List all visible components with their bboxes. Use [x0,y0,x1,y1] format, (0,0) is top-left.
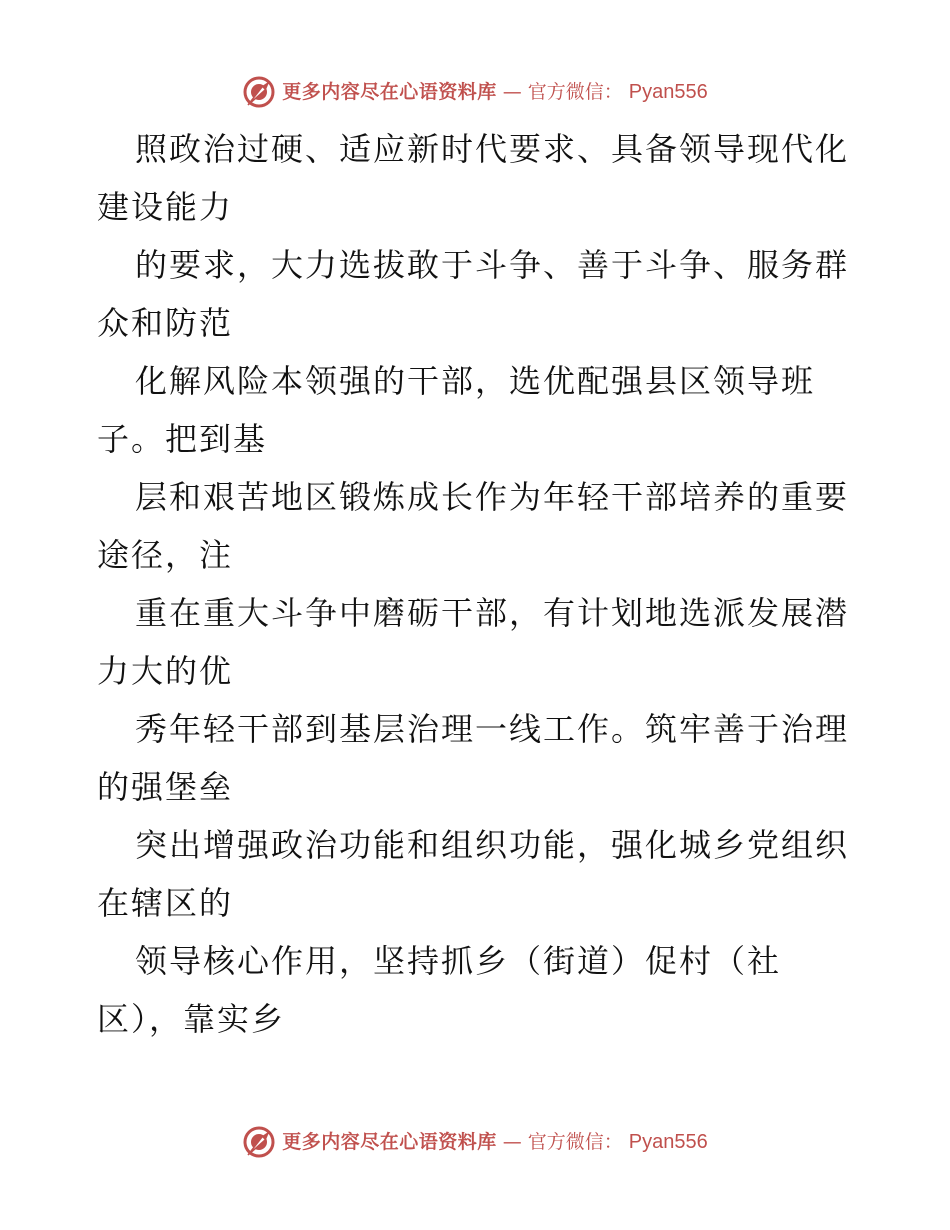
body-line: 力大的优 [97,652,234,690]
body-line: 途径，注 [97,536,234,574]
body-text [97,120,857,1048]
body-line: 秀年轻干部到基层治理一线工作。筑牢善于治理 [135,710,850,748]
footer-wechat-id: Pyan556 [628,1131,708,1153]
body-line: 建设能力 [97,188,234,226]
footer-site-text: 更多内容尽在心语资料库 [282,1130,497,1153]
pen-nib-logo-icon [242,75,276,109]
header-separator: — [502,80,522,103]
body-line: 在辖区的 [97,884,234,922]
header-wechat-id: Pyan556 [628,81,708,103]
body-line: 子。把到基 [97,420,268,458]
body-line: 众和防范 [97,304,234,342]
body-line: 化解风险本领强的干部，选优配强县区领导班 [135,362,816,400]
body-line: 的强堡垒 [97,768,234,806]
footer-banner [0,1122,950,1162]
pen-nib-logo-icon [242,1125,276,1159]
body-line: 重在重大斗争中磨砺干部，有计划地选派发展潜 [135,594,850,632]
body-line: 层和艰苦地区锻炼成长作为年轻干部培养的重要 [135,478,850,516]
footer-wechat-label: 官方微信： [527,1130,623,1153]
body-line: 领导核心作用，坚持抓乡（街道）促村（社 [135,942,782,980]
footer-separator: — [502,1130,522,1153]
body-line: 的要求，大力选拔敢于斗争、善于斗争、服务群 [135,246,850,284]
header-wechat-label: 官方微信： [527,80,623,103]
header-banner [0,72,950,112]
body-line: 区），靠实乡 [97,1000,286,1038]
body-line: 照政治过硬、适应新时代要求、具备领导现代化 [135,130,850,168]
body-line: 突出增强政治功能和组织功能，强化城乡党组织 [135,826,850,864]
header-site-text: 更多内容尽在心语资料库 [282,80,497,103]
